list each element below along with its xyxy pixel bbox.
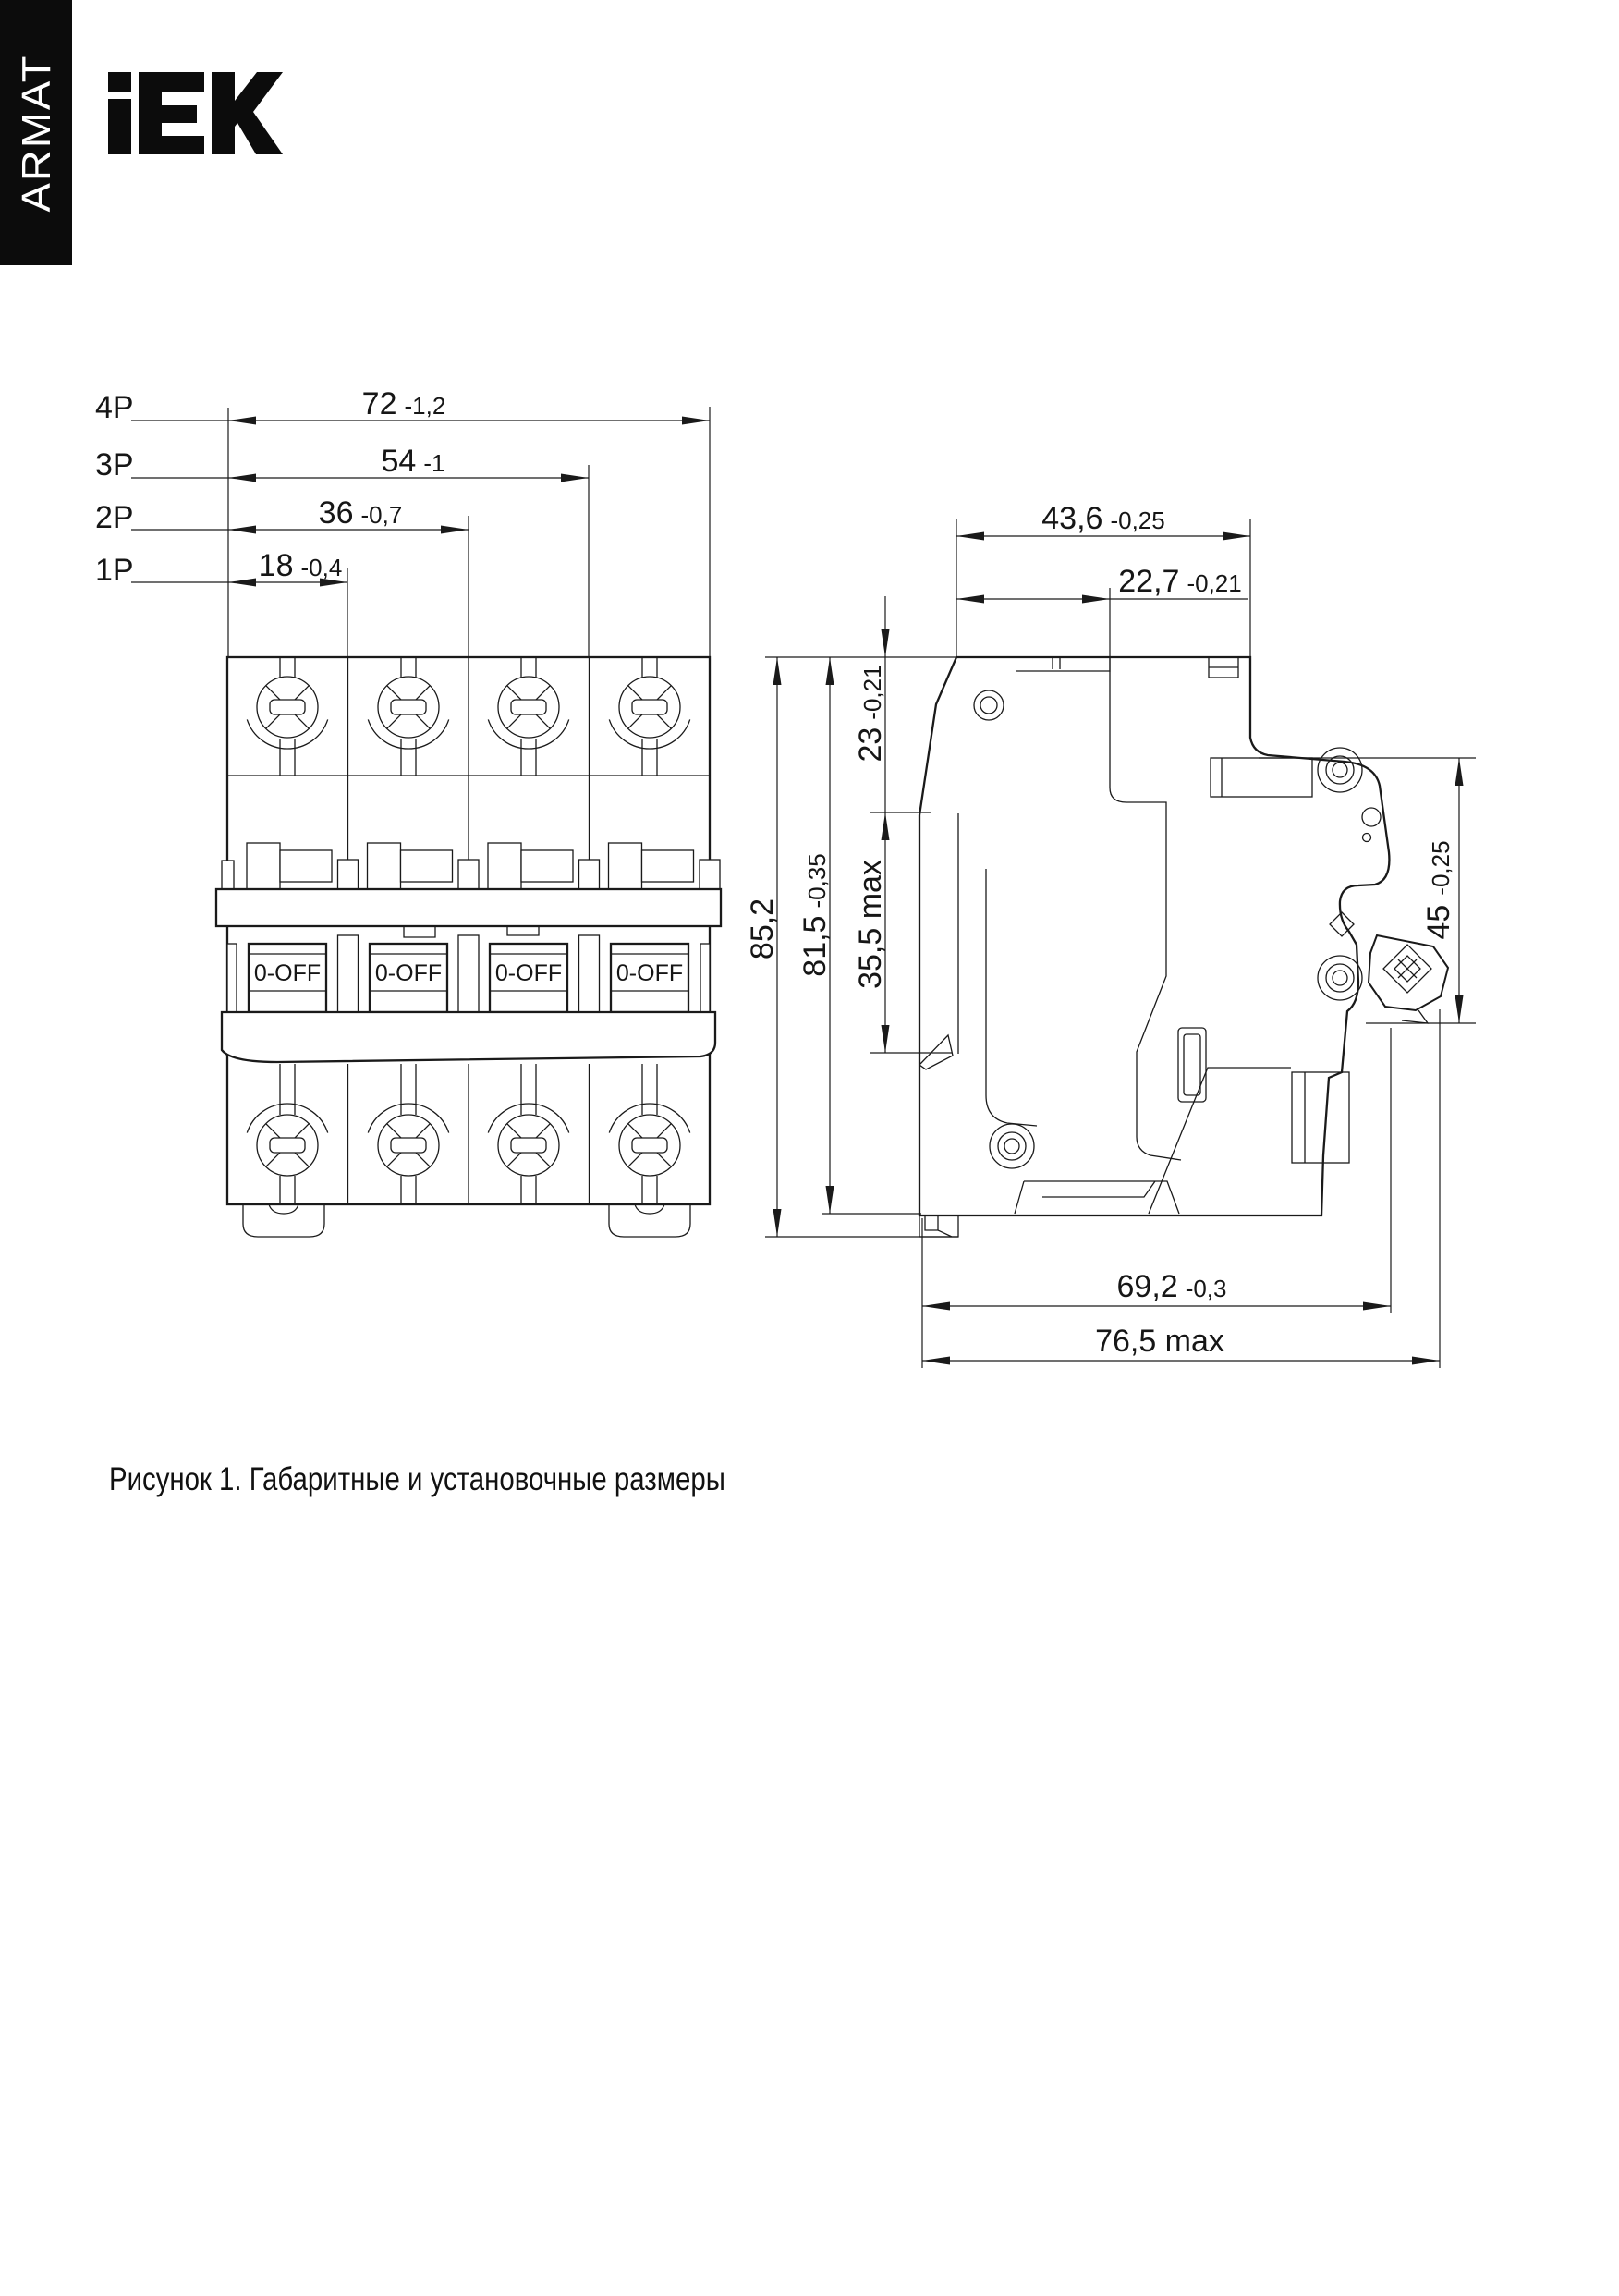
handle-label-4: 0-OFF bbox=[615, 960, 684, 986]
dim-height-body-81-5 bbox=[797, 657, 834, 1214]
front-view bbox=[216, 657, 721, 1237]
dim-depth-69-2 bbox=[922, 1269, 1391, 1311]
dim-height-body-value: 81,5-0,35 bbox=[797, 853, 833, 977]
side-body-outline bbox=[919, 657, 1389, 1215]
dim-4p bbox=[95, 386, 710, 425]
front-extension-lines bbox=[228, 407, 710, 657]
dim-2p-label: 2P bbox=[95, 500, 134, 535]
figure-caption: Рисунок 1. Габаритные и установочные размеры bbox=[109, 1461, 725, 1497]
dim-3p-value: 54 -1 bbox=[381, 444, 445, 479]
dim-recess-23-and-clip-35-5 bbox=[853, 596, 890, 1053]
dim-mount-offset-value: 22,7 -0,21 bbox=[1118, 564, 1242, 599]
dim-height-total-value: 85,2 bbox=[745, 898, 780, 960]
dim-width-value: 43,6 -0,25 bbox=[1041, 501, 1165, 536]
dim-1p-label: 1P bbox=[95, 553, 134, 588]
dim-clip-zone-value: 35,5 max bbox=[853, 860, 888, 989]
dim-width-43-6 bbox=[956, 501, 1250, 541]
dim-2p bbox=[95, 495, 469, 535]
dim-1p bbox=[95, 548, 347, 588]
handle-label-3: 0-OFF bbox=[494, 960, 563, 986]
din-rail-band bbox=[216, 889, 721, 926]
dim-front-face-value: 45-0,25 bbox=[1421, 840, 1456, 940]
dim-2p-value: 36 -0,7 bbox=[318, 495, 403, 531]
dim-recess-value: 23-0,21 bbox=[853, 665, 888, 763]
dim-3p-label: 3P bbox=[95, 447, 134, 482]
toggle-tie-bar bbox=[222, 1012, 715, 1062]
dim-4p-value: 72 -1,2 bbox=[361, 386, 446, 421]
side-view bbox=[919, 657, 1448, 1237]
dim-depth-max-value: 76,5 max bbox=[1095, 1324, 1224, 1359]
handle-label-1: 0-OFF bbox=[253, 960, 322, 986]
dim-mount-offset-22-7 bbox=[956, 564, 1248, 604]
dim-1p-value: 18 -0,4 bbox=[258, 548, 343, 583]
dim-3p bbox=[95, 444, 589, 482]
dim-depth-value: 69,2 -0,3 bbox=[1116, 1269, 1227, 1304]
armat-series-label: ARMAT bbox=[13, 54, 59, 212]
terminal-clamp bbox=[1369, 935, 1448, 1023]
dim-depth-max-76-5 bbox=[922, 1324, 1440, 1365]
toggle-handles bbox=[227, 935, 710, 1012]
front-clip-tabs bbox=[243, 1204, 690, 1237]
dim-4p-label: 4P bbox=[95, 390, 134, 425]
iek-logo bbox=[108, 72, 283, 154]
handle-label-2: 0-OFF bbox=[374, 960, 443, 986]
dim-height-total-85-2 bbox=[745, 657, 782, 1237]
